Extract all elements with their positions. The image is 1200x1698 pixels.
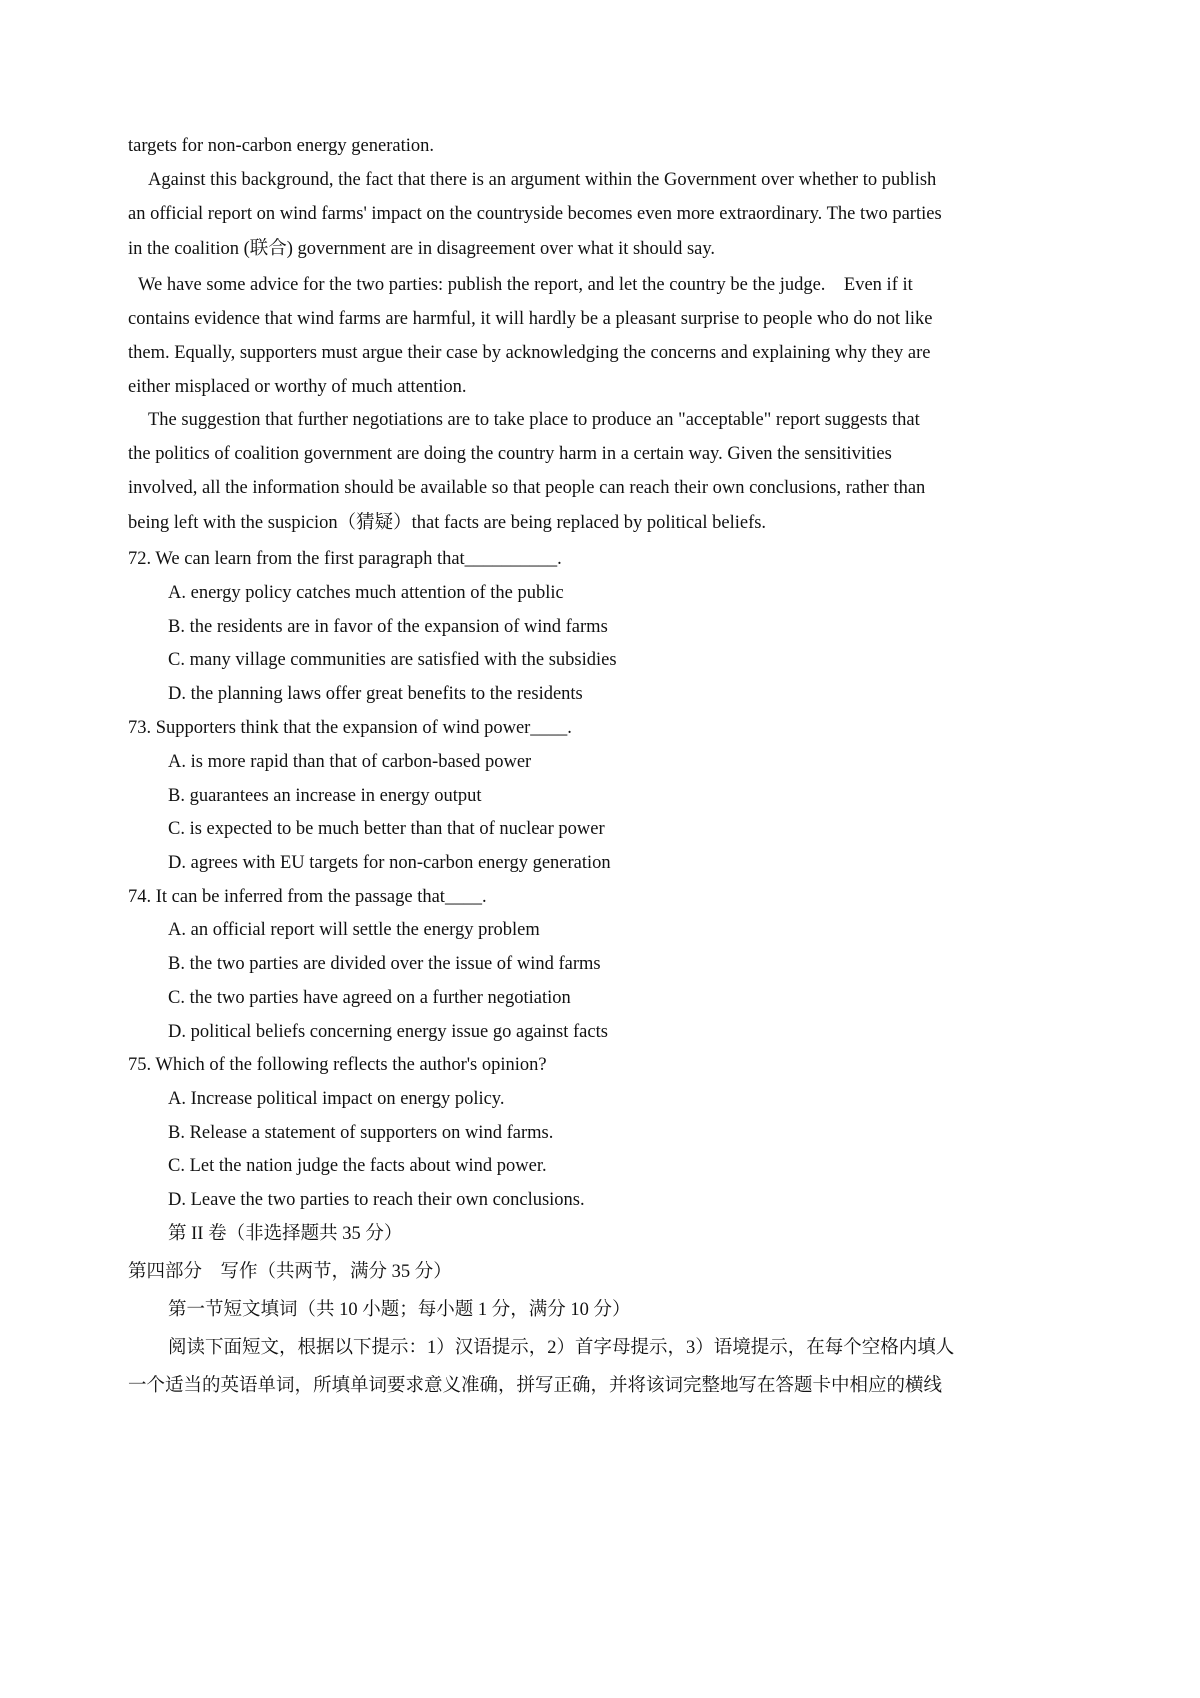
answer-option: A. an official report will settle the energy problem <box>168 920 540 940</box>
passage-line: We have some advice for the two parties: publish the report, and let the country be the judge. Even if it <box>138 275 913 295</box>
answer-option: D. Leave the two parties to reach their own conclusions. <box>168 1190 585 1210</box>
passage-line: them. Equally, supporters must argue their case by acknowledging the concerns and explaining why they are <box>128 343 931 363</box>
passage-line: involved, all the information should be available so that people can reach their own conclusions, rather than <box>128 478 926 498</box>
question-stem: 74. It can be inferred from the passage that____. <box>128 887 487 907</box>
answer-option: D. agrees with EU targets for non-carbon energy generation <box>168 853 611 873</box>
passage-line: in the coalition (联合) government are in disagreement over what it should say. <box>128 239 716 259</box>
passage-line: The suggestion that further negotiations are to take place to produce an "acceptable" report suggests that <box>148 410 920 430</box>
answer-option: B. Release a statement of supporters on wind farms. <box>168 1123 554 1143</box>
passage-line: the politics of coalition government are doing the country harm in a certain way. Given the sensitivities <box>128 444 892 464</box>
answer-option: A. energy policy catches much attention of the public <box>168 583 564 603</box>
answer-option: B. the two parties are divided over the issue of wind farms <box>168 954 601 974</box>
answer-option: D. the planning laws offer great benefits to the residents <box>168 684 583 704</box>
answer-option: C. many village communities are satisfied with the subsidies <box>168 650 617 670</box>
passage-line: targets for non-carbon energy generation. <box>128 136 434 156</box>
passage-line: contains evidence that wind farms are harmful, it will hardly be a pleasant surprise to people who do not like <box>128 309 933 329</box>
passage-line: an official report on wind farms' impact on the countryside becomes even more extraordinary. The two parties <box>128 204 942 224</box>
passage-line: being left with the suspicion（猜疑）that facts are being replaced by political beliefs. <box>128 513 767 533</box>
passage-line: Against this background, the fact that there is an argument within the Government over whether to publish <box>148 170 937 190</box>
question-stem: 75. Which of the following reflects the author's opinion? <box>128 1055 547 1075</box>
instruction-line: 阅读下面短文，根据以下提示：1）汉语提示，2）首字母提示，3）语境提示，在每个空格内填人 <box>168 1338 955 1358</box>
answer-option: B. guarantees an increase in energy output <box>168 786 482 806</box>
passage-line: either misplaced or worthy of much attention. <box>128 377 467 397</box>
answer-option: B. the residents are in favor of the expansion of wind farms <box>168 617 608 637</box>
volume-title: 第 II 卷（非选择题共 35 分） <box>168 1224 403 1244</box>
answer-option: D. political beliefs concerning energy issue go against facts <box>168 1022 608 1042</box>
part-title: 第四部分 写作（共两节，满分 35 分） <box>128 1262 452 1282</box>
question-stem: 72. We can learn from the first paragraph that__________. <box>128 549 562 569</box>
section-title: 第一节短文填词（共 10 小题；每小题 1 分，满分 10 分） <box>168 1300 631 1320</box>
answer-option: C. is expected to be much better than that of nuclear power <box>168 819 605 839</box>
answer-option: A. is more rapid than that of carbon-based power <box>168 752 532 772</box>
answer-option: A. Increase political impact on energy policy. <box>168 1089 505 1109</box>
instruction-line: 一个适当的英语单词，所填单词要求意义准确，拼写正确，并将该词完整地写在答题卡中相应的横线 <box>128 1376 943 1396</box>
question-stem: 73. Supporters think that the expansion of wind power____. <box>128 718 572 738</box>
answer-option: C. the two parties have agreed on a further negotiation <box>168 988 571 1008</box>
answer-option: C. Let the nation judge the facts about wind power. <box>168 1156 547 1176</box>
